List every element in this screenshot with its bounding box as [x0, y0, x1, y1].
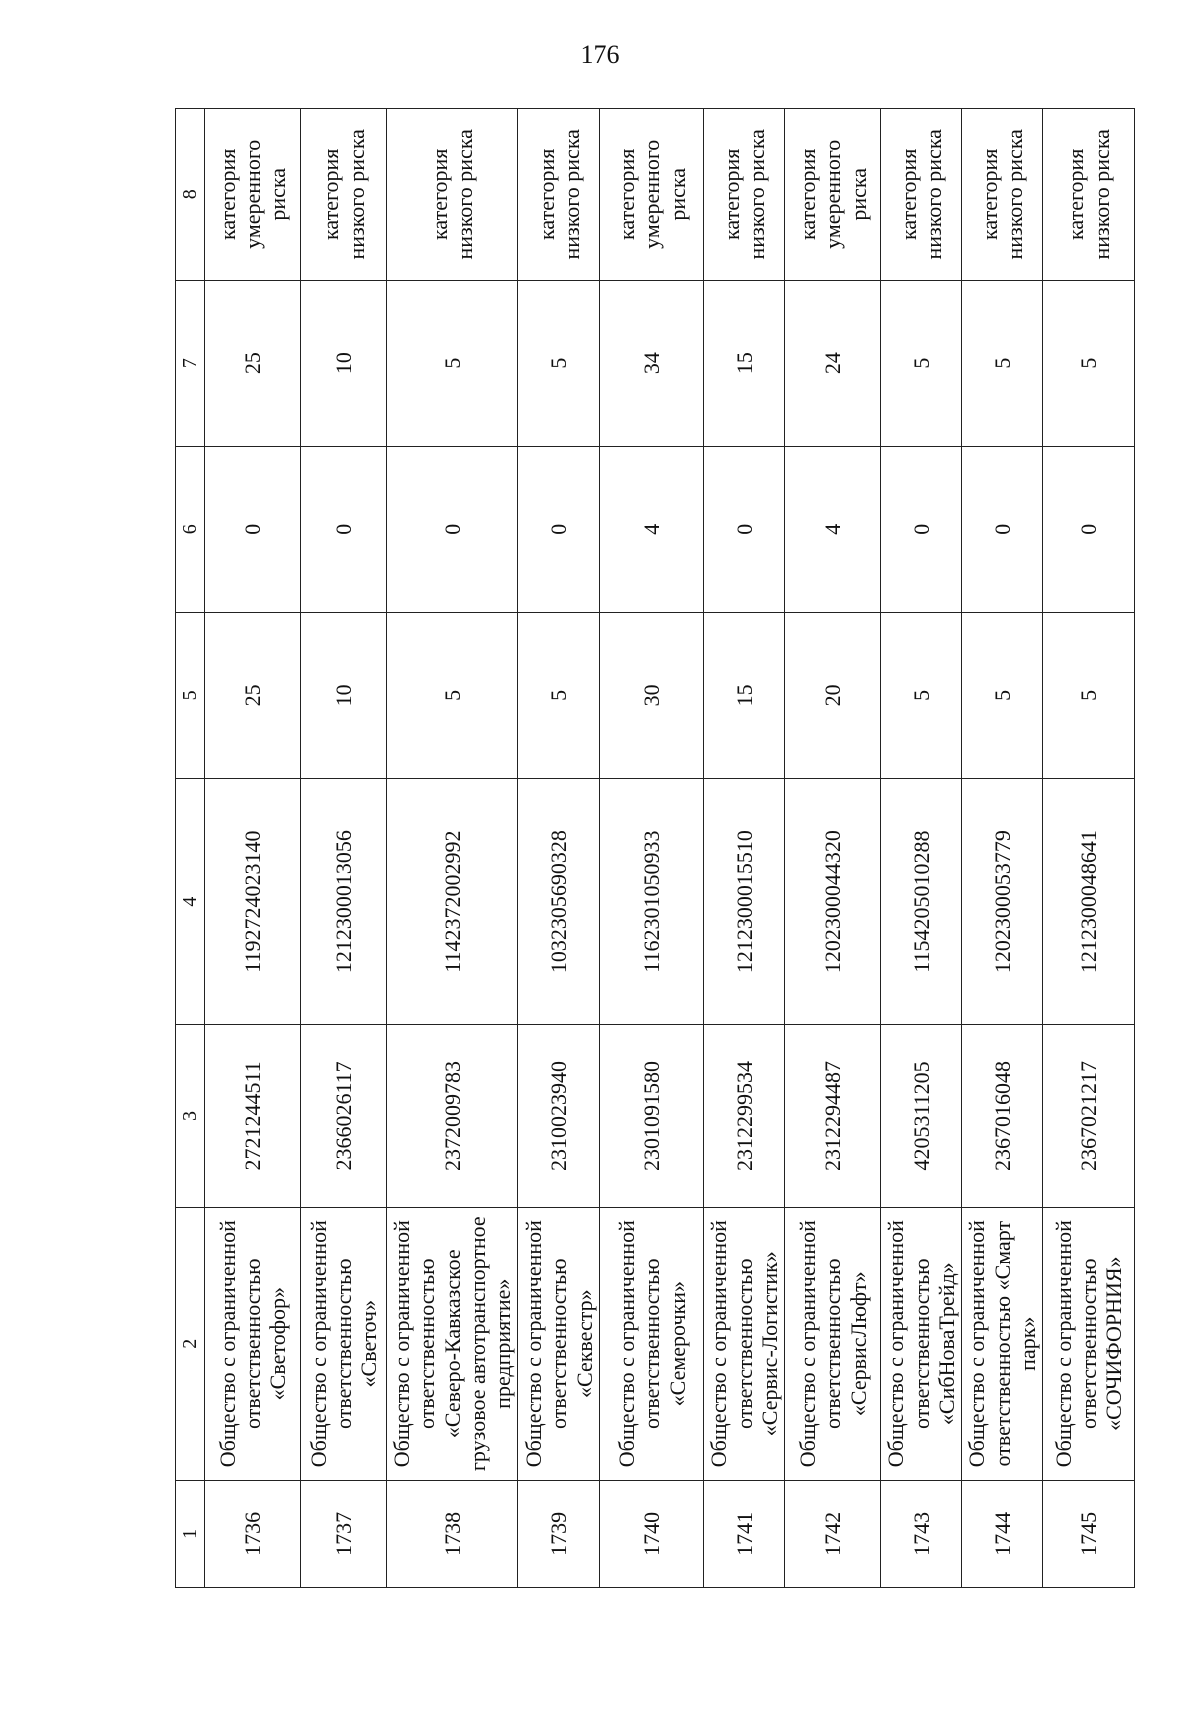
- table-row: [301, 109, 387, 1588]
- inn-cell: 2312294487: [785, 1025, 881, 1207]
- table-row: [785, 109, 881, 1588]
- organization-name: Общество с ограниченной ответственностью «Сервис-Логистик»: [704, 1207, 785, 1480]
- ogrn-cell: 1162301050933: [600, 778, 704, 1024]
- ogrn-cell: 1212300048641: [1043, 778, 1135, 1024]
- table-row: [881, 109, 962, 1588]
- col5-cell: 10: [301, 612, 387, 778]
- ogrn-cell: 1202300053779: [962, 778, 1043, 1024]
- risk-category-cell: категория низкого риска: [1043, 109, 1135, 281]
- row-number: 1739: [518, 1480, 600, 1587]
- inn-cell: 2366026117: [301, 1025, 387, 1207]
- col5-cell: 5: [962, 612, 1043, 778]
- col5-cell: 5: [387, 612, 518, 778]
- table-row: [205, 109, 301, 1588]
- risk-category-cell: категория низкого риска: [881, 109, 962, 281]
- page-number: 176: [580, 40, 620, 69]
- organization-name: Общество с ограниченной ответственностью «СервисЛюфт»: [785, 1207, 881, 1480]
- risk-category-cell: категория низкого риска: [518, 109, 600, 281]
- organization-name: Общество с ограниченной ответственностью «СибНоваТрейд»: [881, 1207, 962, 1480]
- inn-cell: 2372009783: [387, 1025, 518, 1207]
- col7-cell: 5: [518, 280, 600, 446]
- inn-cell: 2301091580: [600, 1025, 704, 1207]
- header-cell: 8: [176, 109, 205, 281]
- inn-cell: 2721244511: [205, 1025, 301, 1207]
- col7-cell: 5: [1043, 280, 1135, 446]
- col7-cell: 5: [387, 280, 518, 446]
- row-number: 1742: [785, 1480, 881, 1587]
- ogrn-cell: 1212300013056: [301, 778, 387, 1024]
- row-number: 1740: [600, 1480, 704, 1587]
- risk-category-cell: категория низкого риска: [704, 109, 785, 281]
- header-cell: 3: [176, 1025, 205, 1207]
- row-number: 1738: [387, 1480, 518, 1587]
- col7-cell: 24: [785, 280, 881, 446]
- inn-cell: 4205311205: [881, 1025, 962, 1207]
- header-cell: 2: [176, 1207, 205, 1480]
- ogrn-cell: 1154205010288: [881, 778, 962, 1024]
- ogrn-cell: 1032305690328: [518, 778, 600, 1024]
- col6-cell: 0: [301, 446, 387, 612]
- col5-cell: 25: [205, 612, 301, 778]
- col7-cell: 10: [301, 280, 387, 446]
- inn-cell: 2312299534: [704, 1025, 785, 1207]
- col5-cell: 5: [1043, 612, 1135, 778]
- row-number: 1743: [881, 1480, 962, 1587]
- risk-category-table: [175, 108, 1135, 1588]
- risk-category-cell: категория низкого риска: [301, 109, 387, 281]
- col6-cell: 0: [1043, 446, 1135, 612]
- organization-name: Общество с ограниченной ответственностью «СОЧИФОРНИЯ»: [1043, 1207, 1135, 1480]
- col5-cell: 30: [600, 612, 704, 778]
- organization-name: Общество с ограниченной ответственностью «Семерочки»: [600, 1207, 704, 1480]
- organization-name: Общество с ограниченной ответственностью «Смарт парк»: [962, 1207, 1043, 1480]
- col7-cell: 25: [205, 280, 301, 446]
- col6-cell: 4: [600, 446, 704, 612]
- row-number: 1741: [704, 1480, 785, 1587]
- row-number: 1737: [301, 1480, 387, 1587]
- ogrn-cell: 1202300044320: [785, 778, 881, 1024]
- organization-name: Общество с ограниченной ответственностью «Светофор»: [205, 1207, 301, 1480]
- table-row: [518, 109, 600, 1588]
- col5-cell: 5: [881, 612, 962, 778]
- table-row: [1043, 109, 1135, 1588]
- inn-cell: 2367021217: [1043, 1025, 1135, 1207]
- header-cell: 7: [176, 280, 205, 446]
- col6-cell: 0: [962, 446, 1043, 612]
- header-cell: 5: [176, 612, 205, 778]
- risk-category-cell: категория умеренного риска: [785, 109, 881, 281]
- risk-category-cell: категория умеренного риска: [205, 109, 301, 281]
- table-row: [704, 109, 785, 1588]
- organization-name: Общество с ограниченной ответственностью «Светоч»: [301, 1207, 387, 1480]
- table-row: [387, 109, 518, 1588]
- col7-cell: 5: [962, 280, 1043, 446]
- row-number: 1736: [205, 1480, 301, 1587]
- ogrn-cell: 1192724023140: [205, 778, 301, 1024]
- header-cell: 6: [176, 446, 205, 612]
- col6-cell: 0: [881, 446, 962, 612]
- risk-category-cell: категория низкого риска: [962, 109, 1043, 281]
- ogrn-cell: 1142372002992: [387, 778, 518, 1024]
- col7-cell: 34: [600, 280, 704, 446]
- col5-cell: 15: [704, 612, 785, 778]
- table-row: [600, 109, 704, 1588]
- row-number: 1745: [1043, 1480, 1135, 1587]
- col6-cell: 0: [518, 446, 600, 612]
- col5-cell: 5: [518, 612, 600, 778]
- row-number: 1744: [962, 1480, 1043, 1587]
- col6-cell: 0: [387, 446, 518, 612]
- col6-cell: 4: [785, 446, 881, 612]
- rotated-table-container: [175, 108, 1125, 1588]
- header-row: [176, 109, 205, 1588]
- col7-cell: 15: [704, 280, 785, 446]
- inn-cell: 2367016048: [962, 1025, 1043, 1207]
- ogrn-cell: 1212300015510: [704, 778, 785, 1024]
- organization-name: Общество с ограниченной ответственностью «Северо-Кавказское грузовое автотранспортное предприятие»: [387, 1207, 518, 1480]
- table-row: [962, 109, 1043, 1588]
- organization-name: Общество с ограниченной ответственностью «Секвестр»: [518, 1207, 600, 1480]
- header-cell: 4: [176, 778, 205, 1024]
- risk-category-cell: категория низкого риска: [387, 109, 518, 281]
- col6-cell: 0: [205, 446, 301, 612]
- risk-category-cell: категория умеренного риска: [600, 109, 704, 281]
- col7-cell: 5: [881, 280, 962, 446]
- col6-cell: 0: [704, 446, 785, 612]
- inn-cell: 2310023940: [518, 1025, 600, 1207]
- col5-cell: 20: [785, 612, 881, 778]
- header-cell: 1: [176, 1480, 205, 1587]
